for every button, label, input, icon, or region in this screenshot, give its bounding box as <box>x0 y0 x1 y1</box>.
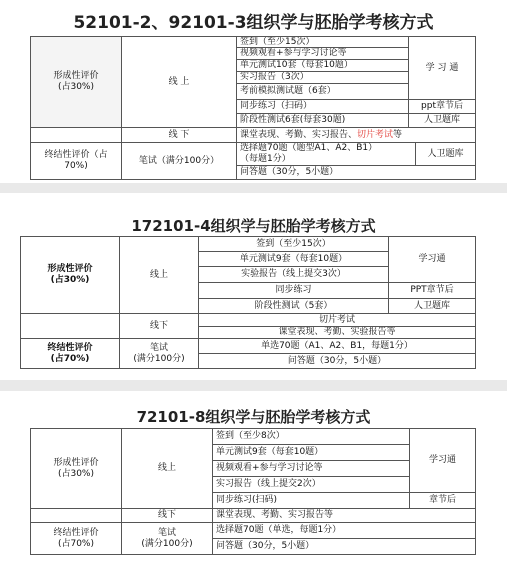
s1-online-item: 视频观看+参与学习讨论等 <box>236 47 409 60</box>
s1-choice-platform: 人卫题库 <box>415 142 476 166</box>
s3-platform-chapter: 章节后 <box>409 492 476 509</box>
section-2-title: 172101-4组织学与胚胎学考核方式 <box>131 217 376 235</box>
s3-online-item: 视频观看+参与学习讨论等 <box>212 460 410 477</box>
s3-offline-blank <box>30 508 122 523</box>
s1-offline-item <box>236 127 476 143</box>
s2-online-item: 实验报告（线上提交3次） <box>198 266 389 283</box>
s2-online-item: 同步练习 <box>198 282 389 299</box>
s2-qa-item: 问答题（30分，5小题） <box>198 353 476 369</box>
s3-offline-item: 课堂表现、考勤、实习报告等 <box>212 508 476 523</box>
s1-offline-item-highlight: 切片考试 <box>357 129 394 140</box>
section-divider <box>0 380 507 391</box>
section-1-title: 52101-2、92101-3组织学与胚胎学考核方式 <box>73 13 434 33</box>
s3-online-item: 签到（至少8次） <box>212 428 410 445</box>
s2-offline-label: 线下 <box>119 313 199 339</box>
s1-online-item: 考前模拟测试题（6套） <box>236 83 409 100</box>
s2-choice-item: 单选70题（A1、A2、B1，每题1分） <box>198 338 476 354</box>
s2-offline-blank <box>20 313 120 339</box>
s1-online-item: 同步练习（扫码） <box>236 99 409 114</box>
s1-offline-item-suffix: 等 <box>393 129 403 140</box>
s2-online-item: 阶段性测试（5套） <box>198 298 389 314</box>
s1-formative-label: 形成性评价 (占30%) <box>30 36 122 128</box>
s1-online-label: 线 上 <box>121 36 237 128</box>
s1-offline-label: 线 下 <box>121 127 237 143</box>
s1-online-item: 实习报告（3次） <box>236 71 409 84</box>
s3-online-label: 线上 <box>121 428 213 509</box>
s2-platform-xuexitong: 学习通 <box>388 236 476 283</box>
s3-qa-item: 问答题（30分，5小题） <box>212 538 476 555</box>
s3-online-item: 同步练习(扫码) <box>212 492 410 509</box>
section-3-title: 72101-8组织学与胚胎学考核方式 <box>136 408 371 426</box>
s3-written-label: 笔试 (满分100分) <box>121 522 213 555</box>
s1-qa-item: 问答题（30分，5小题） <box>236 165 476 180</box>
s3-formative-label: 形成性评价 (占30%) <box>30 428 122 509</box>
s1-platform-xuexitong: 学 习 通 <box>408 36 476 100</box>
s3-online-item: 单元测试9套（每套10题） <box>212 444 410 461</box>
s1-online-item: 签到（至少15次） <box>236 36 409 48</box>
s2-online-item: 单元测试9套（每套10题） <box>198 251 389 267</box>
s1-written-label: 笔试（满分100分） <box>121 142 237 180</box>
s1-online-item: 单元测试10套（每套10题） <box>236 59 409 72</box>
s1-offline-item-text: 课堂表现、考勤、实习报告、 <box>240 129 358 140</box>
s1-choice-item: 选择题70题（题型A1、A2、B1） （每题1分） <box>236 142 416 166</box>
s2-summative-label: 终结性评价 (占70%) <box>20 338 120 369</box>
s1-summative-label: 终结性评价（占 70%) <box>30 142 122 180</box>
s3-summative-label: 终结性评价 (占70%) <box>30 522 122 555</box>
s2-offline-item: 课堂表现、考勤、实验报告等 <box>198 326 476 339</box>
section-divider <box>0 183 507 193</box>
s1-offline-blank <box>30 127 122 143</box>
s2-online-label: 线上 <box>119 236 199 314</box>
s2-platform-rengong: 人卫题库 <box>388 298 476 314</box>
s2-online-item: 签到（至少15次） <box>198 236 389 252</box>
s3-choice-item: 选择题70题（单选，每题1分） <box>212 522 476 539</box>
s3-online-item: 实习报告（线上提交2次） <box>212 476 410 493</box>
s2-formative-label: 形成性评价 (占30%) <box>20 236 120 314</box>
s2-offline-item: 切片考试 <box>198 313 476 327</box>
s3-offline-label: 线下 <box>121 508 213 523</box>
s1-online-item: 阶段性测试6套(每套30题) <box>236 113 409 128</box>
s1-platform-ppt: ppt章节后 <box>408 99 476 114</box>
s2-written-label: 笔试 (满分100分) <box>119 338 199 369</box>
s2-platform-ppt: PPT章节后 <box>388 282 476 299</box>
s3-platform-xuexitong: 学习通 <box>409 428 476 493</box>
s1-platform-rengong: 人卫题库 <box>408 113 476 128</box>
